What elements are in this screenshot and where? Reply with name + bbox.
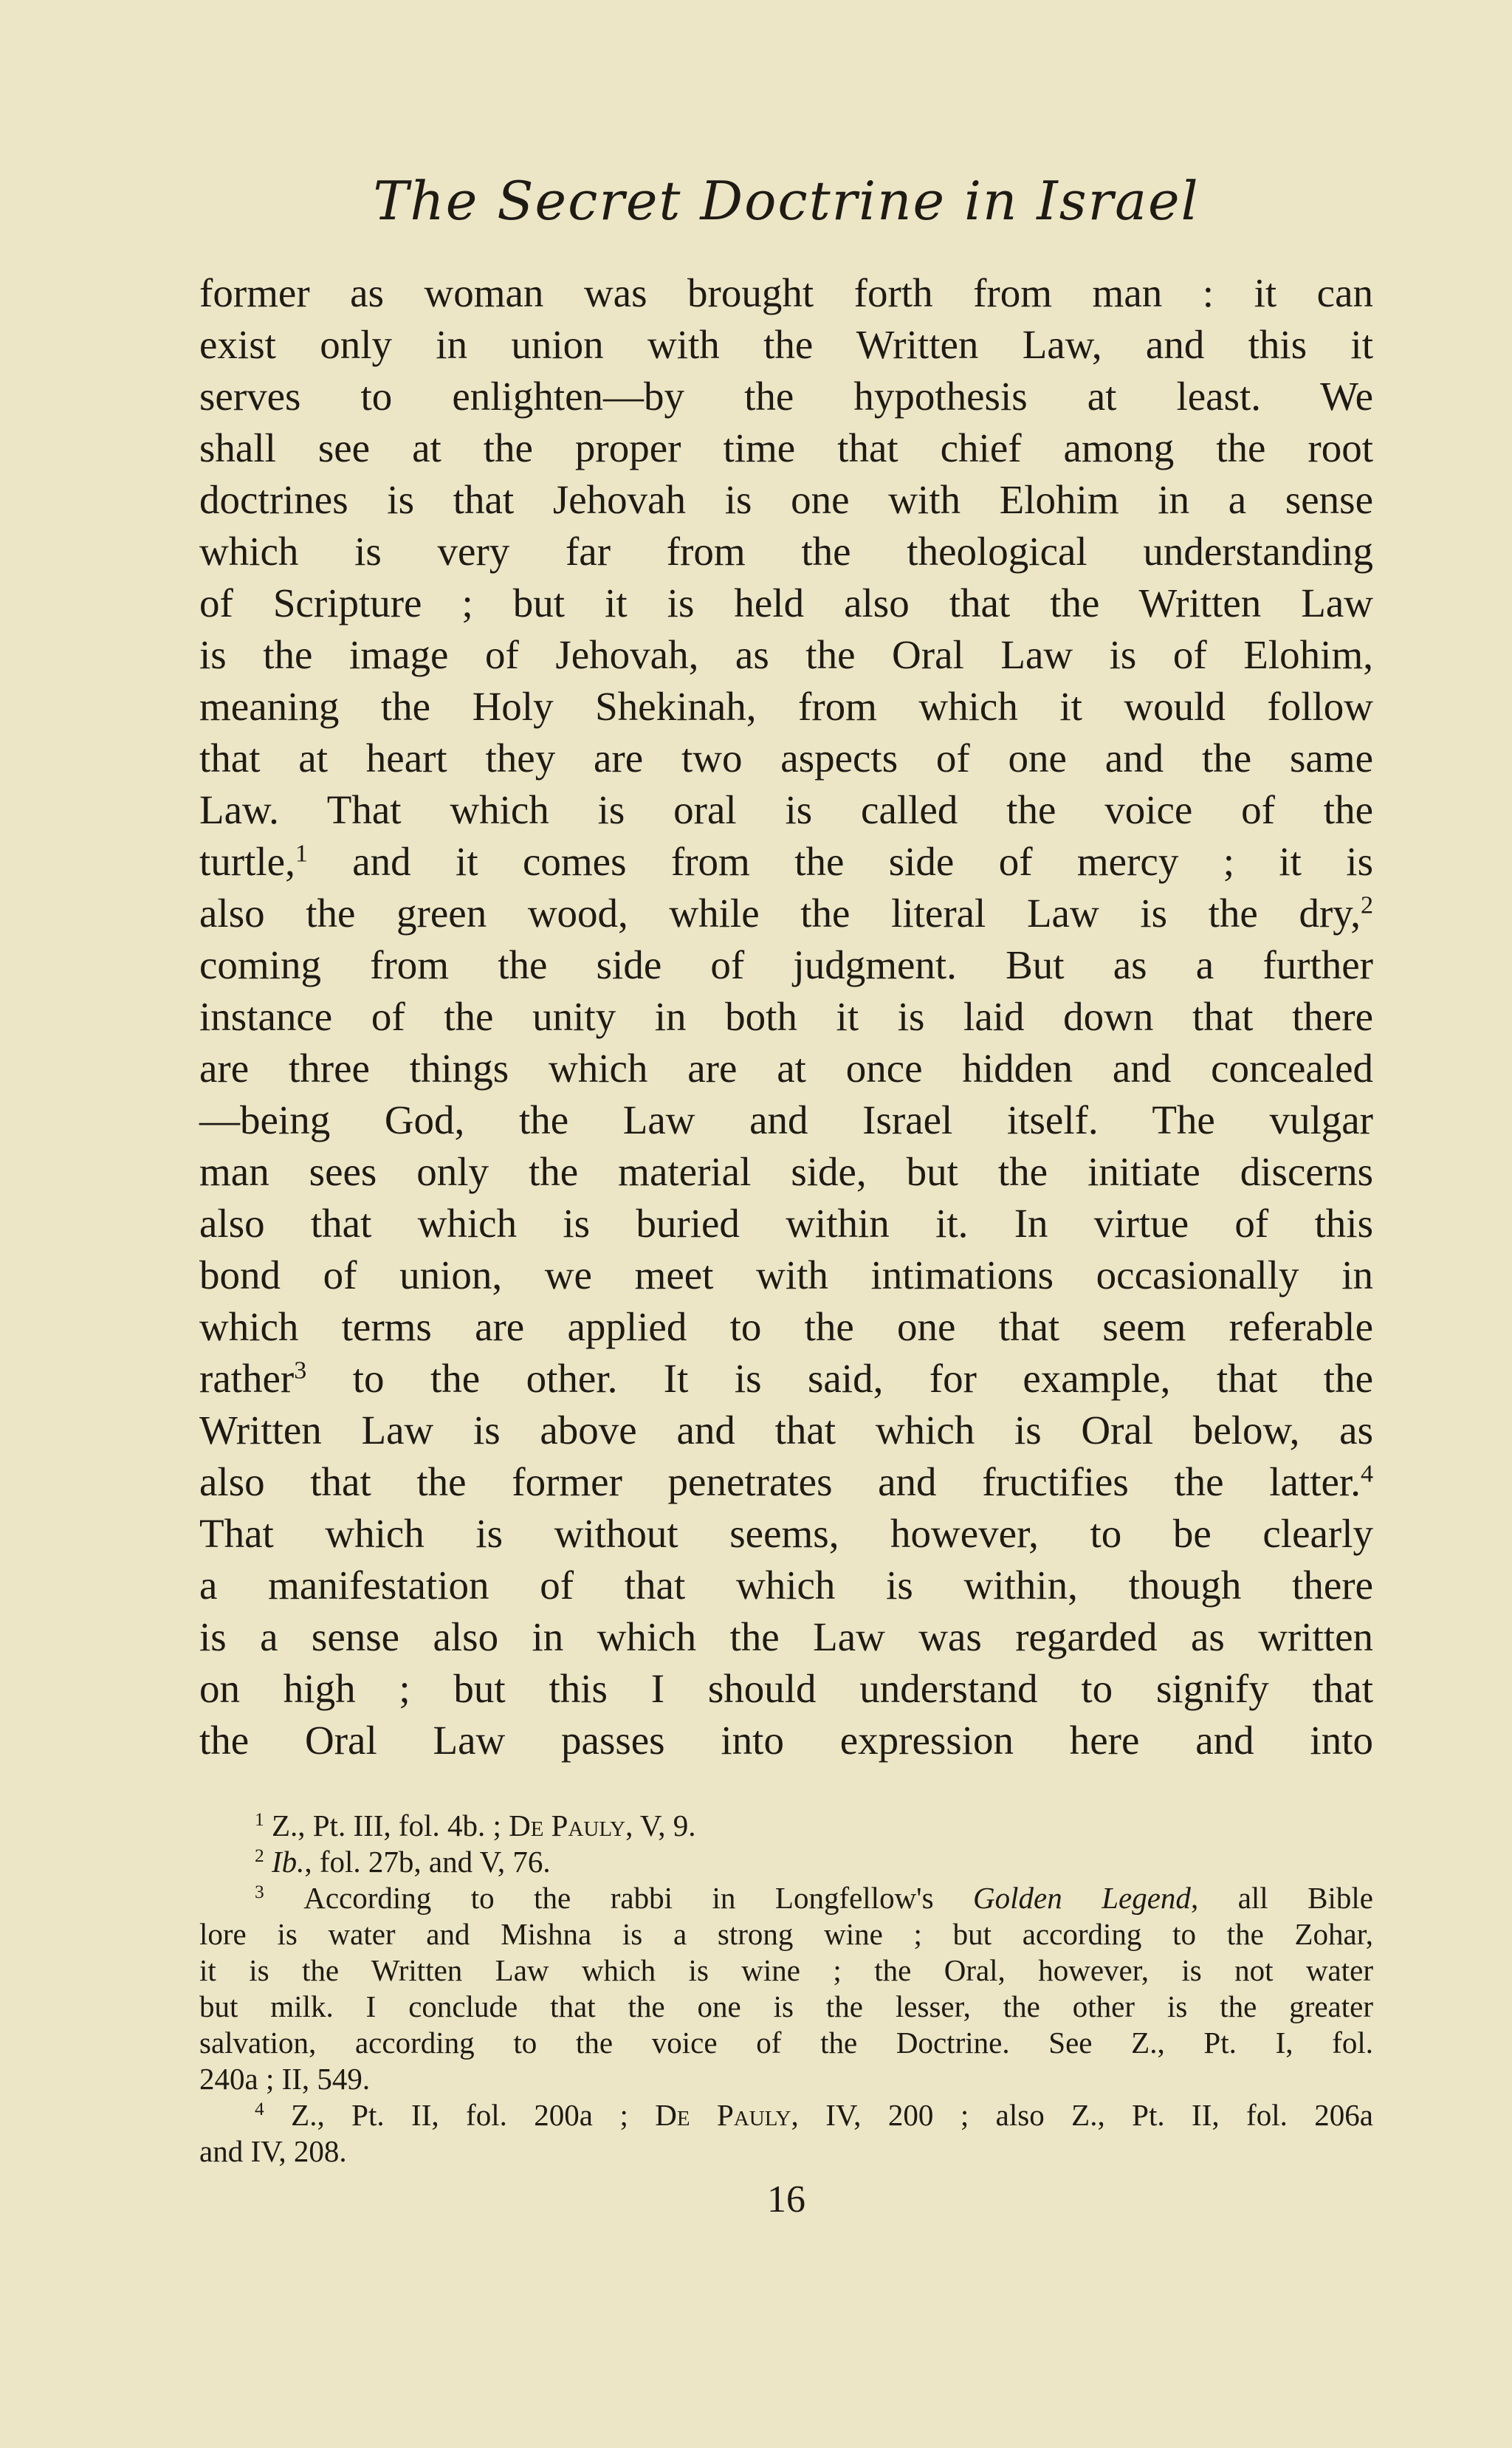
running-head: The Secret Doctrine in Israel bbox=[373, 170, 1200, 232]
footnote-4-line: and IV, 208. bbox=[199, 2134, 347, 2168]
footnote-ref-2: 2 bbox=[1360, 891, 1373, 919]
text-line: of Scripture ; but it is held also that the Written Law bbox=[199, 580, 1373, 625]
text-line: doctrines is that Jehovah is one with Elohim in a sense bbox=[199, 477, 1373, 522]
book-page bbox=[199, 0, 1373, 2448]
text-line bbox=[199, 1353, 1373, 1405]
footnote-3-line: 240a ; II, 549. bbox=[199, 2062, 371, 2096]
line-text: also that the former penetrates and fructifies the latter. bbox=[199, 1459, 1361, 1504]
text-line: instance of the unity in both it is laid down that there bbox=[199, 994, 1373, 1039]
footnotes bbox=[199, 1808, 1373, 2170]
footnote-1 bbox=[199, 1808, 1373, 1844]
author-name: De Pauly bbox=[509, 1808, 626, 1842]
text-line: shall see at the proper time that chief among the root bbox=[199, 425, 1373, 470]
text-line: —being God, the Law and Israel itself. The vulgar bbox=[199, 1097, 1373, 1142]
footnote-mark: 3 bbox=[255, 1882, 264, 1903]
footnote-mark: 2 bbox=[255, 1845, 264, 1867]
line-text: and it comes from the side of mercy ; it is bbox=[307, 839, 1373, 884]
line-text: also the green wood, while the literal Law is the dry, bbox=[199, 891, 1361, 936]
text-line bbox=[199, 1456, 1373, 1508]
footnote-text: According to the rabbi in Longfellow's bbox=[303, 1881, 974, 1915]
footnote-3-line: it is the Written Law which is wine ; the Oral, however, is not water bbox=[199, 1953, 1373, 1987]
page-number: 16 bbox=[767, 2178, 805, 2221]
footnote-3-line: salvation, according to the voice of the Doctrine. See Z., Pt. I, fol. bbox=[199, 2026, 1373, 2060]
footnote-3 bbox=[199, 1880, 1373, 1916]
line-text: rather bbox=[199, 1356, 295, 1401]
book-title: Golden Legend bbox=[973, 1881, 1191, 1915]
text-line: meaning the Holy Shekinah, from which it would follow bbox=[199, 684, 1373, 729]
text-line: is the image of Jehovah, as the Oral Law is of Elohim, bbox=[199, 632, 1373, 677]
footnote-text: , fol. 27b, and V, 76. bbox=[304, 1845, 551, 1879]
line-text: turtle, bbox=[199, 839, 295, 884]
text-line: coming from the side of judgment. But as a further bbox=[199, 942, 1373, 987]
footnote-ref-4: 4 bbox=[1360, 1460, 1373, 1488]
text-line: which is very far from the theological understanding bbox=[199, 529, 1373, 574]
footnote-text: Z., Pt. II, fol. 200a ; bbox=[291, 2098, 656, 2132]
footnote-text: , V, 9. bbox=[625, 1808, 696, 1842]
footnote-ref-1: 1 bbox=[295, 840, 308, 868]
footnote-3-line: but milk. I conclude that the one is the lesser, the other is the greater bbox=[199, 1989, 1373, 2023]
text-line: are three things which are at once hidden and concealed bbox=[199, 1046, 1373, 1091]
text-line: which terms are applied to the one that seem referable bbox=[199, 1304, 1373, 1349]
line-text: to the other. It is said, for example, that the bbox=[306, 1356, 1373, 1401]
text-line: man sees only the material side, but the initiate discerns bbox=[199, 1149, 1373, 1194]
footnote-ref-3: 3 bbox=[294, 1357, 307, 1385]
footnote-italic: Ib. bbox=[271, 1845, 305, 1879]
text-line: bond of union, we meet with intimations occasionally in bbox=[199, 1252, 1373, 1297]
footnote-text: , all Bible bbox=[1190, 1881, 1374, 1915]
text-line: Written Law is above and that which is Oral below, as bbox=[199, 1408, 1373, 1453]
footnote-4 bbox=[199, 2097, 1373, 2133]
footnote-text: , IV, 200 ; also Z., Pt. II, fol. 206a bbox=[791, 2098, 1373, 2132]
text-line: is a sense also in which the Law was regarded as written bbox=[199, 1614, 1373, 1659]
text-line: exist only in union with the Written Law, and this it bbox=[199, 322, 1373, 367]
text-line: serves to enlighten—by the hypothesis at least. We bbox=[199, 374, 1373, 419]
text-line: that at heart they are two aspects of one and the same bbox=[199, 736, 1373, 781]
footnote-2 bbox=[199, 1844, 1373, 1880]
footnote-mark: 4 bbox=[255, 2099, 264, 2120]
text-line: Law. That which is oral is called the voice of the bbox=[199, 787, 1373, 832]
footnote-mark: 1 bbox=[255, 1809, 264, 1831]
author-name: De Pauly bbox=[655, 2098, 791, 2132]
body-text bbox=[199, 267, 1373, 1766]
text-line bbox=[199, 836, 1373, 888]
text-line: also that which is buried within it. In virtue of this bbox=[199, 1201, 1373, 1246]
text-line: the Oral Law passes into expression here and into bbox=[199, 1718, 1373, 1763]
text-line: a manifestation of that which is within, though there bbox=[199, 1563, 1373, 1608]
text-line bbox=[199, 888, 1373, 939]
footnote-3-line: lore is water and Mishna is a strong wine ; but according to the Zohar, bbox=[199, 1917, 1373, 1951]
text-line: former as woman was brought forth from man : it can bbox=[199, 270, 1373, 315]
text-line: That which is without seems, however, to be clearly bbox=[199, 1511, 1373, 1556]
text-line: on high ; but this I should understand to signify that bbox=[199, 1666, 1373, 1711]
footnote-text: Z., Pt. III, fol. 4b. ; bbox=[271, 1808, 509, 1842]
